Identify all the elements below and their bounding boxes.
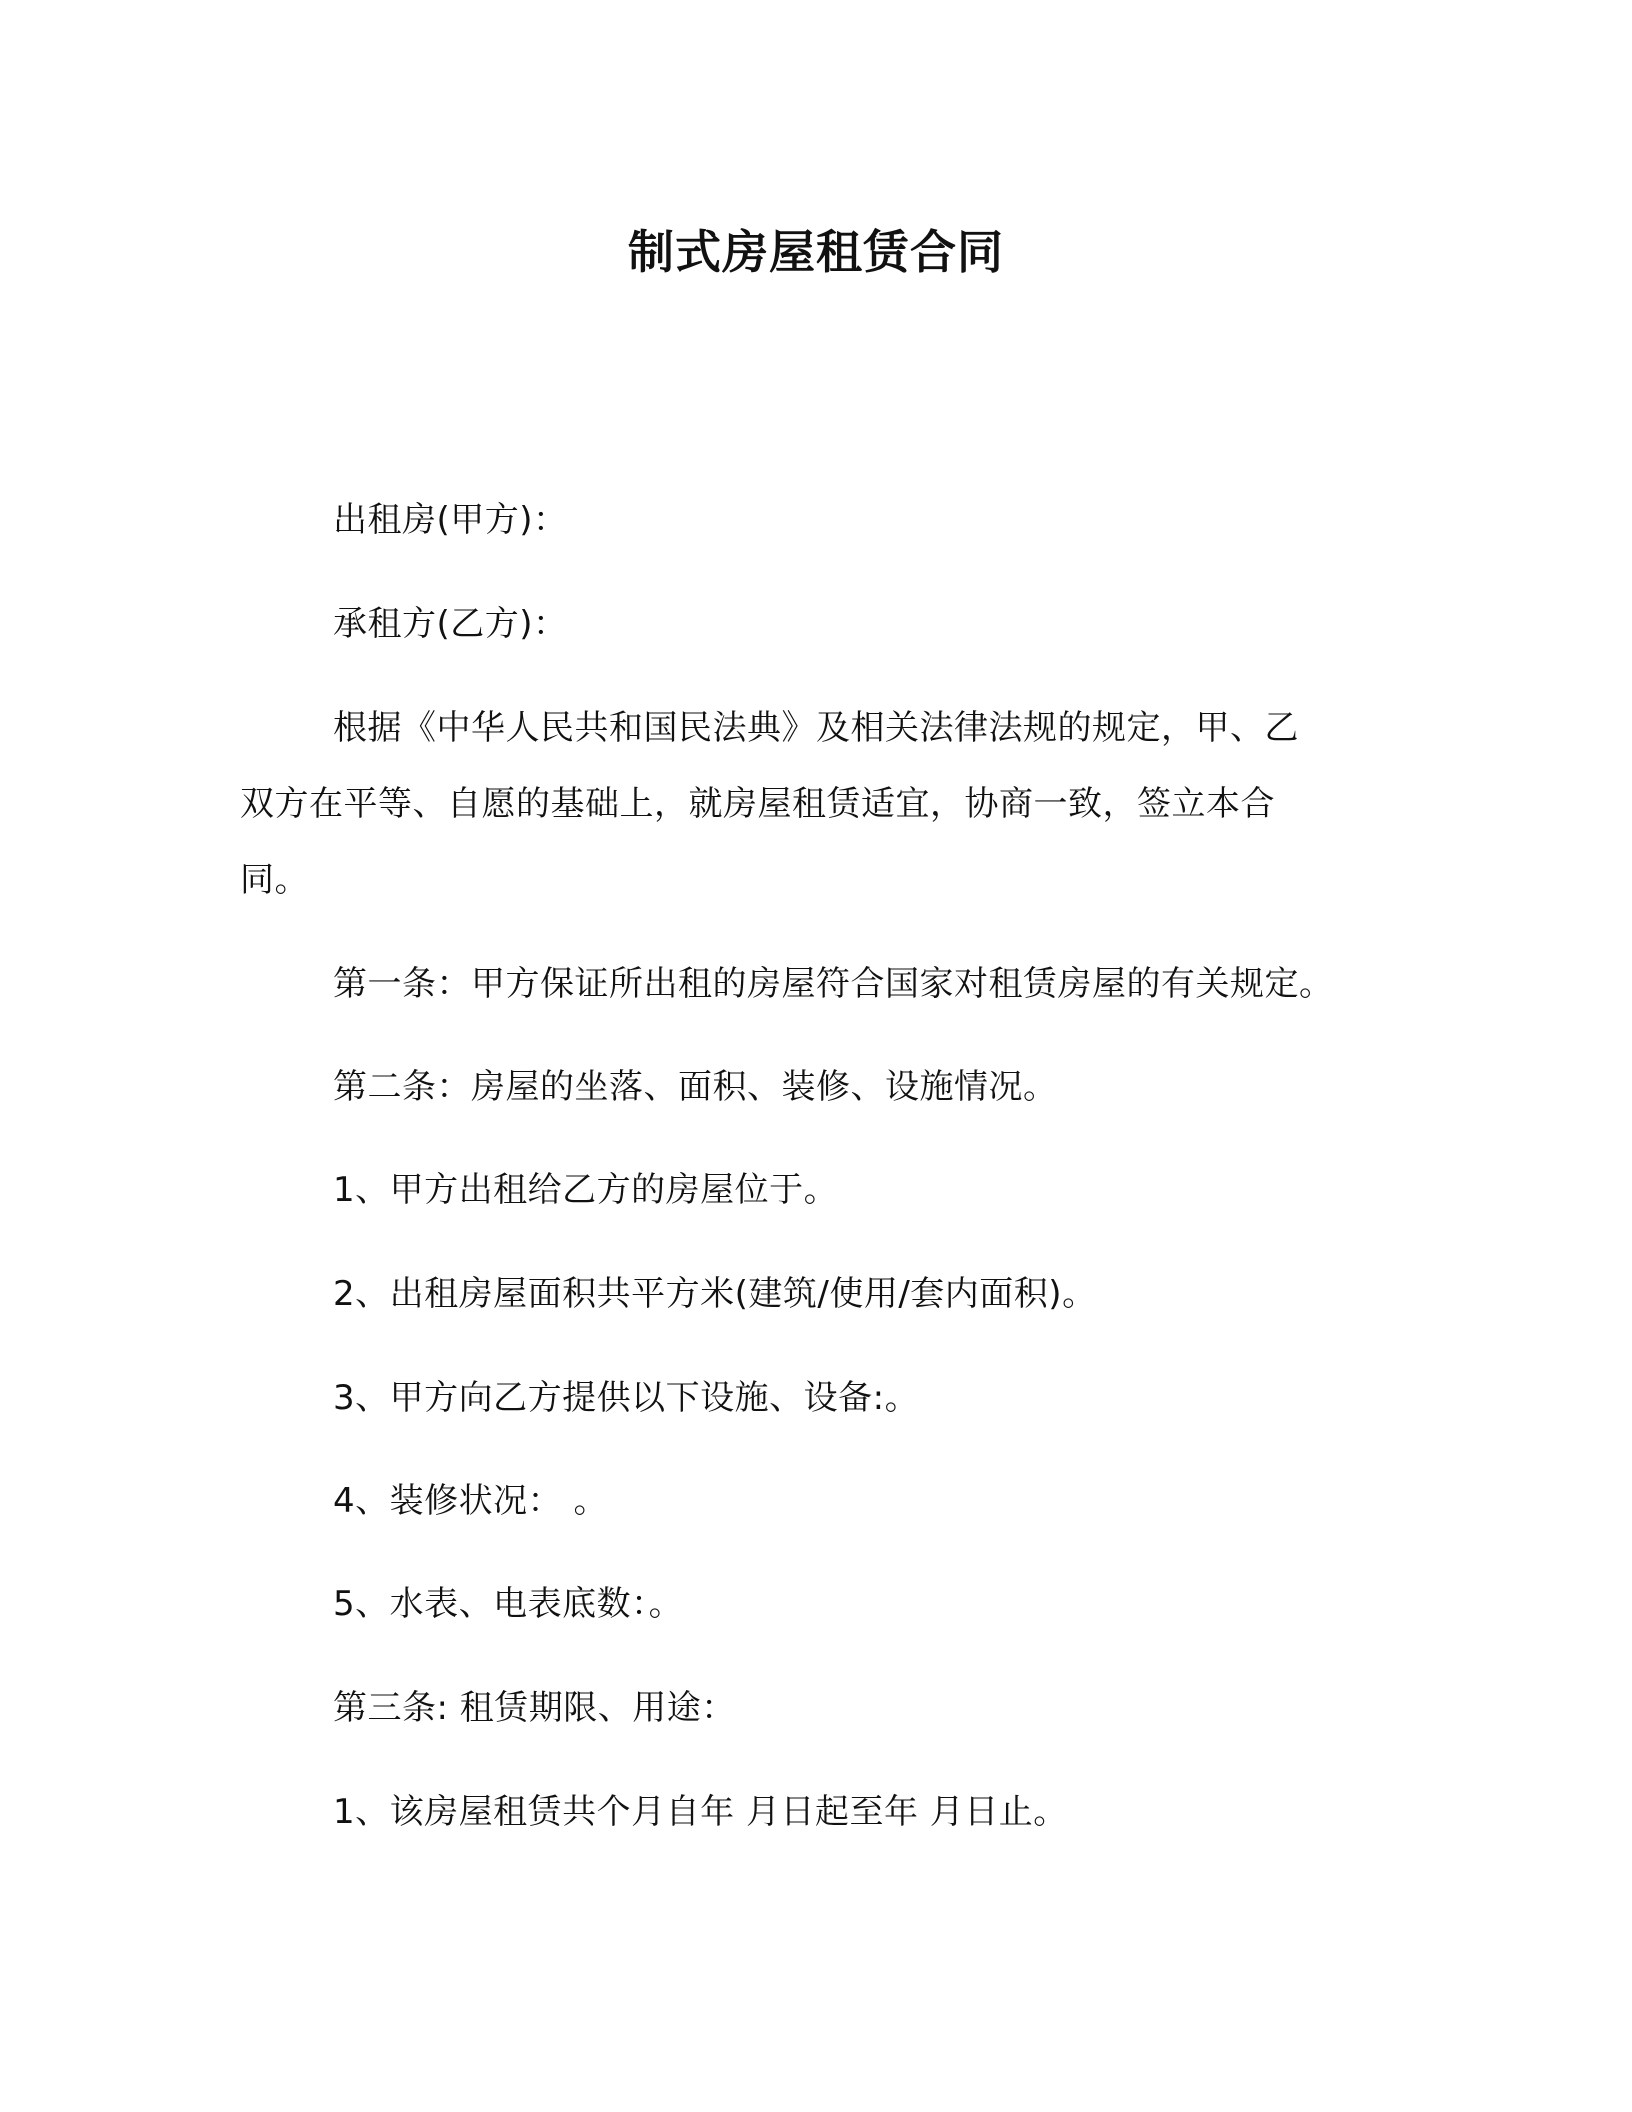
article-2-item-3: 3、甲方向乙方提供以下设施、设备:。 <box>333 1378 920 1418</box>
article-3: 第三条: 租赁期限、用途： <box>333 1688 736 1728</box>
lessee-line: 承租方(乙方)： <box>333 604 568 644</box>
article-3-item-1: 1、该房屋租赁共个月自年 月日起至年 月日止。 <box>333 1792 1068 1832</box>
article-1: 第一条：甲方保证所出租的房屋符合国家对租赁房屋的有关规定。 <box>333 964 1334 1004</box>
article-2-item-4: 4、装修状况： 。 <box>333 1481 608 1521</box>
article-2: 第二条：房屋的坐落、面积、装修、设施情况。 <box>333 1067 1058 1107</box>
lessor-line: 出租房(甲方)： <box>333 500 568 540</box>
preamble-line-3: 同。 <box>240 860 309 900</box>
article-2-item-1: 1、甲方出租给乙方的房屋位于。 <box>333 1170 839 1210</box>
preamble-line-1: 根据《中华人民共和国民法典》及相关法律法规的规定，甲、乙 <box>333 708 1299 748</box>
preamble-line-2: 双方在平等、自愿的基础上，就房屋租赁适宜，协商一致，签立本合 <box>240 784 1275 824</box>
article-2-item-5: 5、水表、电表底数：。 <box>333 1584 684 1624</box>
document-title: 制式房屋租赁合同 <box>628 225 1004 279</box>
article-2-item-2: 2、出租房屋面积共平方米(建筑/使用/套内面积)。 <box>333 1274 1097 1314</box>
